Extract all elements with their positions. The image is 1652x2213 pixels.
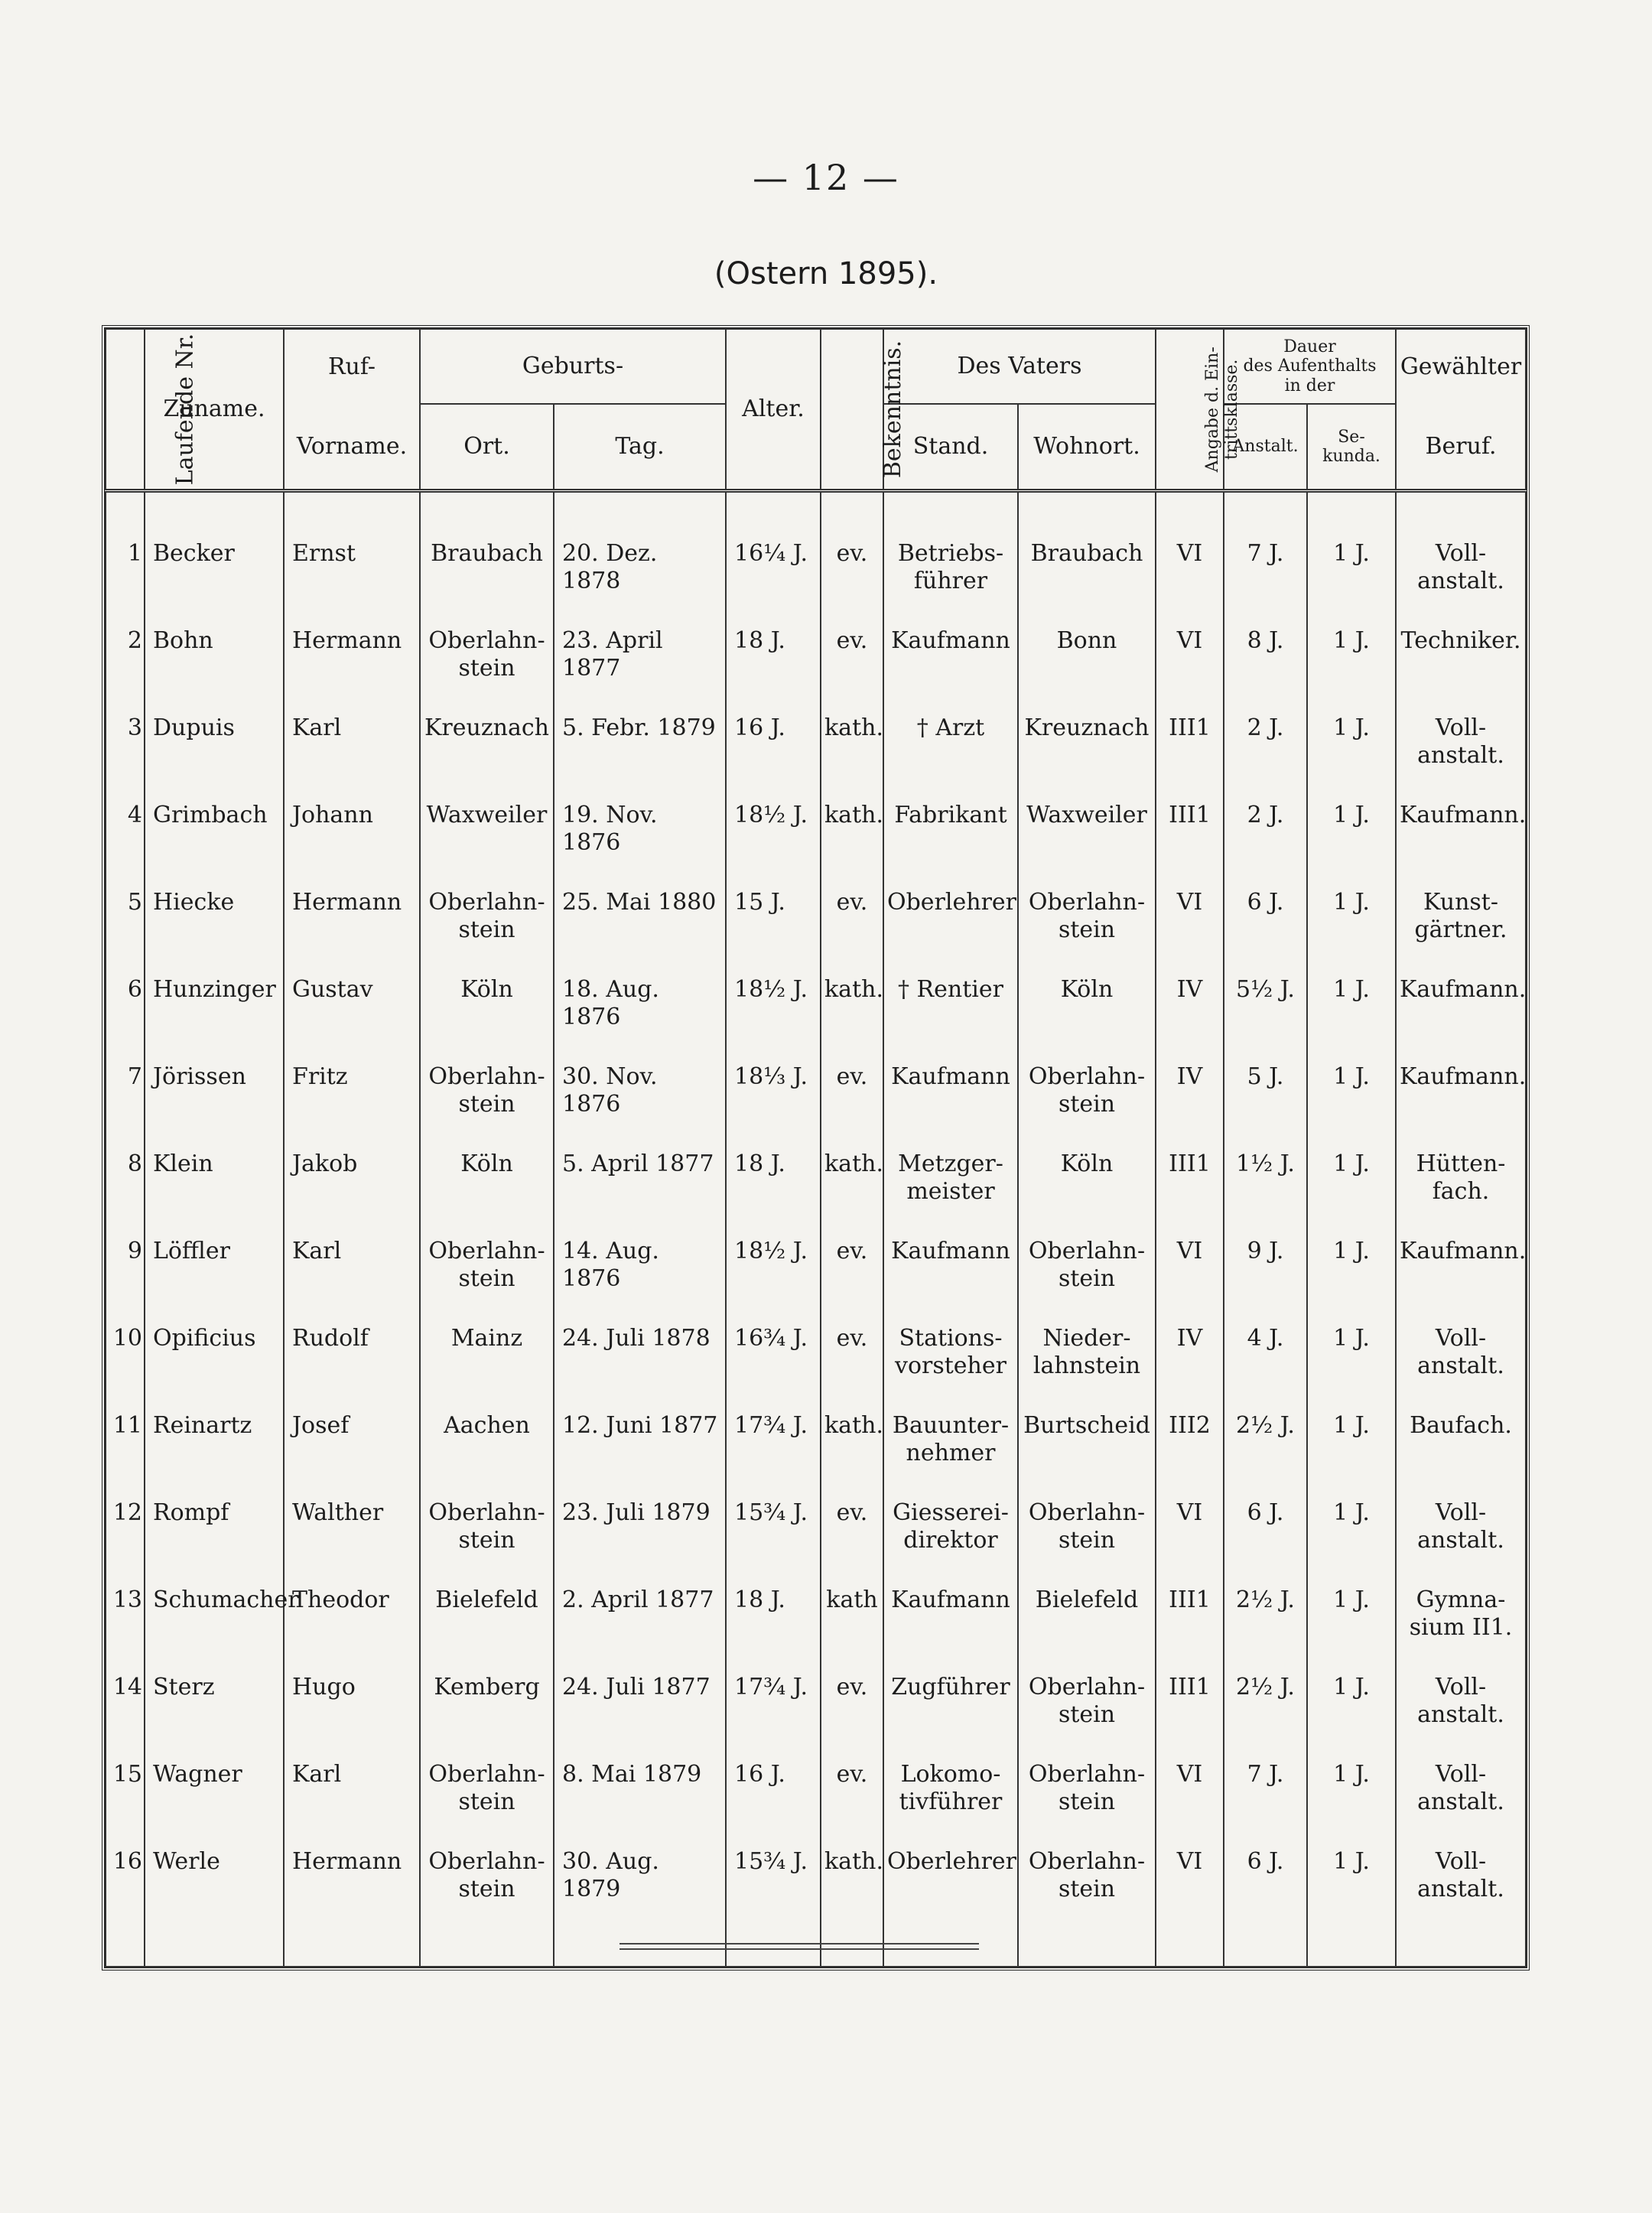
cell-zuname: Hunzinger (145, 971, 284, 1059)
cell-sekunda: 1 J. (1307, 1146, 1396, 1233)
cell-beruf: Techniker. (1396, 623, 1526, 710)
cell-wohnort: Oberlahn- stein (1018, 1756, 1156, 1844)
table-row (106, 1756, 1526, 1844)
cell-klasse: VI (1156, 535, 1224, 623)
cell-stand: Kaufmann (883, 1233, 1018, 1320)
cell-wohnort: Waxweiler (1018, 797, 1156, 884)
cell-wohnort: Oberlahn- stein (1018, 1844, 1156, 1931)
cell-bekenntnis: ev. (821, 884, 883, 971)
cell-wohnort: Oberlahn- stein (1018, 1233, 1156, 1320)
cell-klasse: III1 (1156, 797, 1224, 884)
cell-tag: 8. Mai 1879 (554, 1756, 726, 1844)
cell-beruf: Voll- anstalt. (1396, 710, 1526, 797)
cell-wohnort: Bonn (1018, 623, 1156, 710)
cell-ort: Oberlahn- stein (420, 1844, 554, 1931)
cell-alter: 16¼ J. (726, 535, 821, 623)
cell-nr: 14 (106, 1669, 145, 1756)
cell-anstalt: 2 J. (1224, 710, 1307, 797)
cell-wohnort: Oberlahn- stein (1018, 1669, 1156, 1756)
cell-vorname: Josef (284, 1408, 420, 1495)
cell-beruf: Kaufmann. (1396, 1233, 1526, 1320)
header-gewaehlter: Gewählter (1396, 329, 1526, 404)
cell-nr: 11 (106, 1408, 145, 1495)
cell-vorname: Hermann (284, 884, 420, 971)
cell-klasse: VI (1156, 1844, 1224, 1931)
cell-tag: 12. Juni 1877 (554, 1408, 726, 1495)
cell-wohnort: Oberlahn- stein (1018, 1059, 1156, 1146)
header-sekunda: Se- kunda. (1307, 404, 1396, 491)
cell-alter: 18 J. (726, 1146, 821, 1233)
cell-wohnort: Braubach (1018, 535, 1156, 623)
bottom-rule (620, 1943, 979, 1950)
header-tag: Tag. (554, 404, 726, 491)
cell-nr: 9 (106, 1233, 145, 1320)
cell-klasse: VI (1156, 1495, 1224, 1582)
header-zuname: Zuname. (145, 329, 284, 491)
cell-stand: † Rentier (883, 971, 1018, 1059)
cell-klasse: III1 (1156, 1669, 1224, 1756)
cell-anstalt: 2½ J. (1224, 1669, 1307, 1756)
cell-alter: 16¾ J. (726, 1320, 821, 1408)
cell-klasse: VI (1156, 1756, 1224, 1844)
cell-tag: 20. Dez. 1878 (554, 535, 726, 623)
cell-tag: 23. April 1877 (554, 623, 726, 710)
cell-wohnort: Oberlahn- stein (1018, 884, 1156, 971)
cell-bekenntnis: ev. (821, 535, 883, 623)
table-row (106, 797, 1526, 884)
cell-zuname: Reinartz (145, 1408, 284, 1495)
cell-sekunda: 1 J. (1307, 1669, 1396, 1756)
cell-ort: Kemberg (420, 1669, 554, 1756)
cell-wohnort: Oberlahn- stein (1018, 1495, 1156, 1582)
cell-zuname: Löffler (145, 1233, 284, 1320)
cell-bekenntnis: kath. (821, 797, 883, 884)
cell-sekunda: 1 J. (1307, 971, 1396, 1059)
cell-nr: 12 (106, 1495, 145, 1582)
cell-anstalt: 6 J. (1224, 1844, 1307, 1931)
cell-vorname: Walther (284, 1495, 420, 1582)
cell-stand: Zugführer (883, 1669, 1018, 1756)
cell-zuname: Werle (145, 1844, 284, 1931)
cell-wohnort: Kreuznach (1018, 710, 1156, 797)
cell-vorname: Karl (284, 1756, 420, 1844)
cell-zuname: Bohn (145, 623, 284, 710)
cell-beruf: Voll- anstalt. (1396, 1669, 1526, 1756)
header-anstalt: Anstalt. (1224, 404, 1307, 491)
cell-zuname: Hiecke (145, 884, 284, 971)
cell-bekenntnis: ev. (821, 1320, 883, 1408)
cell-klasse: III1 (1156, 1146, 1224, 1233)
cell-sekunda: 1 J. (1307, 1756, 1396, 1844)
header-dauer: Dauer des Aufenthalts in der (1224, 329, 1396, 404)
cell-anstalt: 2 J. (1224, 797, 1307, 884)
cell-ort: Kreuznach (420, 710, 554, 797)
cell-sekunda: 1 J. (1307, 1844, 1396, 1931)
cell-vorname: Rudolf (284, 1320, 420, 1408)
cell-alter: 18 J. (726, 1582, 821, 1669)
cell-bekenntnis: ev. (821, 1495, 883, 1582)
cell-stand: Lokomo- tivführer (883, 1756, 1018, 1844)
cell-wohnort: Burtscheid (1018, 1408, 1156, 1495)
cell-alter: 16 J. (726, 1756, 821, 1844)
cell-nr: 15 (106, 1756, 145, 1844)
cell-tag: 30. Aug. 1879 (554, 1844, 726, 1931)
header-ruf: Ruf- (284, 329, 420, 404)
cell-stand: Metzger- meister (883, 1146, 1018, 1233)
cell-vorname: Johann (284, 797, 420, 884)
cell-anstalt: 9 J. (1224, 1233, 1307, 1320)
cell-beruf: Voll- anstalt. (1396, 535, 1526, 623)
header-alter: Alter. (726, 329, 821, 491)
header-vorname: Vorname. (284, 404, 420, 491)
cell-nr: 16 (106, 1844, 145, 1931)
cell-anstalt: 6 J. (1224, 884, 1307, 971)
cell-tag: 5. Febr. 1879 (554, 710, 726, 797)
cell-bekenntnis: ev. (821, 623, 883, 710)
cell-sekunda: 1 J. (1307, 1408, 1396, 1495)
cell-tag: 25. Mai 1880 (554, 884, 726, 971)
cell-alter: 15¾ J. (726, 1844, 821, 1931)
cell-nr: 3 (106, 710, 145, 797)
cell-ort: Waxweiler (420, 797, 554, 884)
cell-bekenntnis: ev. (821, 1059, 883, 1146)
cell-vorname: Hugo (284, 1669, 420, 1756)
cell-sekunda: 1 J. (1307, 1233, 1396, 1320)
cell-stand: Oberlehrer (883, 884, 1018, 971)
cell-ort: Köln (420, 971, 554, 1059)
cell-vorname: Jakob (284, 1146, 420, 1233)
cell-alter: 15 J. (726, 884, 821, 971)
cell-bekenntnis: kath. (821, 1844, 883, 1931)
cell-klasse: VI (1156, 623, 1224, 710)
cell-nr: 4 (106, 797, 145, 884)
cell-anstalt: 4 J. (1224, 1320, 1307, 1408)
cell-wohnort: Köln (1018, 971, 1156, 1059)
cell-vorname: Hermann (284, 1844, 420, 1931)
cell-sekunda: 1 J. (1307, 1059, 1396, 1146)
header-geburts: Geburts- (420, 329, 726, 404)
header-des-vaters: Des Vaters (883, 329, 1156, 404)
cell-stand: Kaufmann (883, 1059, 1018, 1146)
cell-sekunda: 1 J. (1307, 1582, 1396, 1669)
cell-bekenntnis: kath. (821, 971, 883, 1059)
cell-ort: Braubach (420, 535, 554, 623)
table-row (106, 1146, 1526, 1233)
cell-beruf: Kaufmann. (1396, 797, 1526, 884)
cell-alter: 18½ J. (726, 1233, 821, 1320)
cell-alter: 18 J. (726, 623, 821, 710)
cell-nr: 13 (106, 1582, 145, 1669)
cell-nr: 6 (106, 971, 145, 1059)
cell-stand: Betriebs- führer (883, 535, 1018, 623)
cell-ort: Oberlahn- stein (420, 1756, 554, 1844)
cell-alter: 17¾ J. (726, 1669, 821, 1756)
cell-beruf: Gymna- sium II1. (1396, 1582, 1526, 1669)
cell-anstalt: 8 J. (1224, 623, 1307, 710)
cell-nr: 1 (106, 535, 145, 623)
cell-zuname: Becker (145, 535, 284, 623)
cell-ort: Mainz (420, 1320, 554, 1408)
cell-klasse: VI (1156, 1233, 1224, 1320)
cell-beruf: Voll- anstalt. (1396, 1844, 1526, 1931)
cell-nr: 2 (106, 623, 145, 710)
page-number: — 12 — (753, 157, 899, 198)
cell-stand: † Arzt (883, 710, 1018, 797)
cell-zuname: Opificius (145, 1320, 284, 1408)
cell-tag: 24. Juli 1877 (554, 1669, 726, 1756)
cell-stand: Bauunter- nehmer (883, 1408, 1018, 1495)
cell-anstalt: 2½ J. (1224, 1582, 1307, 1669)
cell-stand: Kaufmann (883, 623, 1018, 710)
header-ort: Ort. (420, 404, 554, 491)
cell-tag: 23. Juli 1879 (554, 1495, 726, 1582)
table-row (106, 1495, 1526, 1582)
cell-sekunda: 1 J. (1307, 623, 1396, 710)
cell-alter: 18⅓ J. (726, 1059, 821, 1146)
cell-ort: Oberlahn- stein (420, 623, 554, 710)
cell-alter: 16 J. (726, 710, 821, 797)
cell-alter: 18½ J. (726, 797, 821, 884)
table-row (106, 623, 1526, 710)
cell-bekenntnis: kath. (821, 1408, 883, 1495)
cell-zuname: Dupuis (145, 710, 284, 797)
cell-klasse: VI (1156, 884, 1224, 971)
cell-stand: Giesserei- direktor (883, 1495, 1018, 1582)
cell-tag: 14. Aug. 1876 (554, 1233, 726, 1320)
table-subtitle: (Ostern 1895). (714, 256, 938, 291)
cell-sekunda: 1 J. (1307, 710, 1396, 797)
cell-sekunda: 1 J. (1307, 797, 1396, 884)
cell-anstalt: 5 J. (1224, 1059, 1307, 1146)
cell-tag: 5. April 1877 (554, 1146, 726, 1233)
cell-wohnort: Bielefeld (1018, 1582, 1156, 1669)
cell-ort: Köln (420, 1146, 554, 1233)
cell-vorname: Fritz (284, 1059, 420, 1146)
cell-beruf: Baufach. (1396, 1408, 1526, 1495)
cell-beruf: Voll- anstalt. (1396, 1495, 1526, 1582)
cell-bekenntnis: ev. (821, 1756, 883, 1844)
table-row (106, 971, 1526, 1059)
cell-nr: 8 (106, 1146, 145, 1233)
cell-beruf: Voll- anstalt. (1396, 1320, 1526, 1408)
cell-beruf: Kaufmann. (1396, 1059, 1526, 1146)
header-laufende-nr: Laufende Nr. (106, 329, 145, 491)
cell-beruf: Hütten- fach. (1396, 1146, 1526, 1233)
cell-ort: Oberlahn- stein (420, 1233, 554, 1320)
header-eintrittsklasse: Angabe d. Ein- trittsklasse. (1156, 329, 1224, 491)
cell-stand: Fabrikant (883, 797, 1018, 884)
cell-zuname: Schumacher (145, 1582, 284, 1669)
cell-nr: 7 (106, 1059, 145, 1146)
cell-zuname: Sterz (145, 1669, 284, 1756)
cell-vorname: Gustav (284, 971, 420, 1059)
cell-zuname: Klein (145, 1146, 284, 1233)
cell-beruf: Kunst- gärtner. (1396, 884, 1526, 971)
cell-wohnort: Nieder- lahnstein (1018, 1320, 1156, 1408)
cell-alter: 18½ J. (726, 971, 821, 1059)
cell-tag: 2. April 1877 (554, 1582, 726, 1669)
cell-nr: 5 (106, 884, 145, 971)
table-row (106, 1844, 1526, 1931)
cell-bekenntnis: kath. (821, 710, 883, 797)
cell-sekunda: 1 J. (1307, 1495, 1396, 1582)
cell-bekenntnis: kath (821, 1582, 883, 1669)
cell-anstalt: 7 J. (1224, 1756, 1307, 1844)
cell-sekunda: 1 J. (1307, 1320, 1396, 1408)
cell-beruf: Kaufmann. (1396, 971, 1526, 1059)
cell-zuname: Jörissen (145, 1059, 284, 1146)
table-row (106, 1059, 1526, 1146)
cell-bekenntnis: ev. (821, 1233, 883, 1320)
table-row (106, 1669, 1526, 1756)
cell-tag: 30. Nov. 1876 (554, 1059, 726, 1146)
header-stand: Stand. (883, 404, 1018, 491)
cell-ort: Aachen (420, 1408, 554, 1495)
cell-klasse: III1 (1156, 1582, 1224, 1669)
cell-klasse: III2 (1156, 1408, 1224, 1495)
cell-nr: 10 (106, 1320, 145, 1408)
table-row (106, 884, 1526, 971)
cell-ort: Bielefeld (420, 1582, 554, 1669)
header-bekenntnis: Bekenntnis. (821, 329, 883, 491)
table-row (106, 1233, 1526, 1320)
table-row (106, 710, 1526, 797)
cell-stand: Oberlehrer (883, 1844, 1018, 1931)
cell-anstalt: 5½ J. (1224, 971, 1307, 1059)
cell-tag: 24. Juli 1878 (554, 1320, 726, 1408)
cell-alter: 17¾ J. (726, 1408, 821, 1495)
cell-ort: Oberlahn- stein (420, 1495, 554, 1582)
cell-zuname: Grimbach (145, 797, 284, 884)
cell-beruf: Voll- anstalt. (1396, 1756, 1526, 1844)
cell-bekenntnis: kath. (821, 1146, 883, 1233)
header-wohnort: Wohnort. (1018, 404, 1156, 491)
cell-sekunda: 1 J. (1307, 535, 1396, 623)
header-beruf: Beruf. (1396, 404, 1526, 491)
cell-bekenntnis: ev. (821, 1669, 883, 1756)
cell-anstalt: 7 J. (1224, 535, 1307, 623)
cell-ort: Oberlahn- stein (420, 1059, 554, 1146)
cell-vorname: Ernst (284, 535, 420, 623)
cell-tag: 19. Nov. 1876 (554, 797, 726, 884)
cell-vorname: Karl (284, 1233, 420, 1320)
cell-sekunda: 1 J. (1307, 884, 1396, 971)
cell-alter: 15¾ J. (726, 1495, 821, 1582)
cell-zuname: Rompf (145, 1495, 284, 1582)
cell-wohnort: Köln (1018, 1146, 1156, 1233)
table-row (106, 535, 1526, 623)
cell-stand: Kaufmann (883, 1582, 1018, 1669)
student-table (102, 325, 1530, 1971)
table-row (106, 1408, 1526, 1495)
cell-zuname: Wagner (145, 1756, 284, 1844)
cell-klasse: IV (1156, 971, 1224, 1059)
cell-tag: 18. Aug. 1876 (554, 971, 726, 1059)
cell-vorname: Theodor (284, 1582, 420, 1669)
cell-vorname: Karl (284, 710, 420, 797)
cell-klasse: III1 (1156, 710, 1224, 797)
cell-klasse: IV (1156, 1320, 1224, 1408)
table-row (106, 1582, 1526, 1669)
cell-vorname: Hermann (284, 623, 420, 710)
cell-klasse: IV (1156, 1059, 1224, 1146)
cell-stand: Stations- vorsteher (883, 1320, 1018, 1408)
cell-ort: Oberlahn- stein (420, 884, 554, 971)
table-row (106, 1320, 1526, 1408)
cell-anstalt: 2½ J. (1224, 1408, 1307, 1495)
cell-anstalt: 1½ J. (1224, 1146, 1307, 1233)
cell-anstalt: 6 J. (1224, 1495, 1307, 1582)
